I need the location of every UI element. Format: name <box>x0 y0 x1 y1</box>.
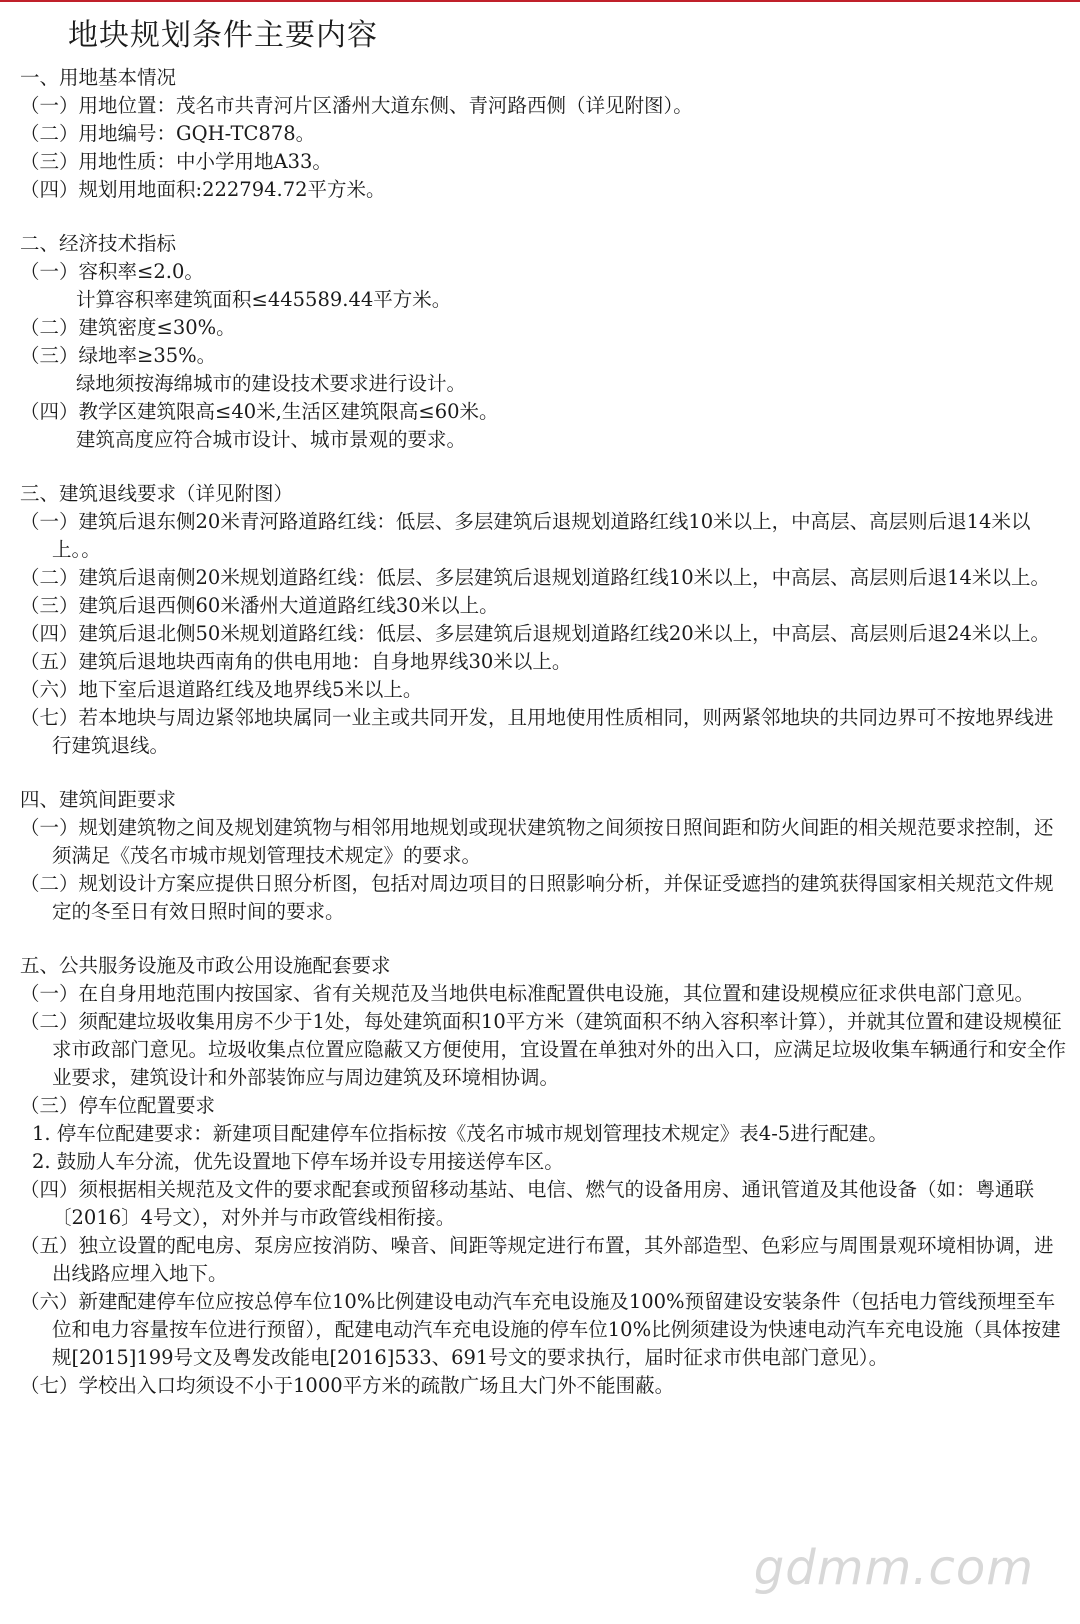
top-accent-line <box>0 0 1080 2</box>
clause-item: （三）停车位配置要求 <box>20 1094 216 1117</box>
clause-item: （一）在自身用地范围内按国家、省有关规范及当地供电标准配置供电设施，其位置和建设规模应征求供电部门意见。 <box>20 982 1035 1005</box>
section-heading: 五、公共服务设施及市政公用设施配套要求 <box>20 954 391 977</box>
section-3 <box>20 480 1066 760</box>
clause-item: （三）建筑后退西侧60米潘州大道道路红线30米以上。 <box>20 594 499 617</box>
clause-item: （二）建筑后退南侧20米规划道路红线：低层、多层建筑后退规划道路红线10米以上，中高层、高层则后退14米以上。 <box>20 566 1050 589</box>
section-1 <box>20 64 1066 204</box>
clause-item: （一）规划建筑物之间及规划建筑物与相邻用地规划或现状建筑物之间须按日照间距和防火间距的相关规范要求控制，还须满足《茂名市城市规划管理技术规定》的要求。 <box>20 816 1054 867</box>
sections-container <box>20 64 1066 1400</box>
section-heading: 四、建筑间距要求 <box>20 788 177 811</box>
clause-item: （四）教学区建筑限高≤40米,生活区建筑限高≤60米。 <box>20 400 499 423</box>
watermark-logo: gdmm.com <box>753 1540 1034 1596</box>
clause-note: 绿地须按海绵城市的建设技术要求进行设计。 <box>76 372 467 395</box>
clause-item: （六）新建配建停车位应按总停车位10%比例建设电动汽车充电设施及100%预留建设安装条件（包括电力管线预埋至车位和电力容量按车位进行预留），配建电动汽车充电设施的停车位10%比例须建设为快速电动汽车充电设施（具体按建规[2015]199号文及粤发改能电[2016]533、691号文的要求执行，届时征求市供电部门意见）。 <box>20 1290 1061 1369</box>
clause-subitem: 1. 停车位配建要求：新建项目配建停车位指标按《茂名市城市规划管理技术规定》表4-5进行配建。 <box>32 1122 888 1145</box>
clause-item: （三）绿地率≥35%。 <box>20 344 217 367</box>
clause-item: （五）建筑后退地块西南角的供电用地：自身地界线30米以上。 <box>20 650 572 673</box>
document-body <box>20 14 1066 1426</box>
clause-item: （四）规划用地面积:222794.72平方米。 <box>20 178 386 201</box>
section-heading: 三、建筑退线要求（详见附图） <box>20 482 294 505</box>
clause-item: （四）须根据相关规范及文件的要求配套或预留移动基站、电信、燃气的设备用房、通讯管道及其他设备（如：粤通联〔2016〕4号文），对外并与市政管线相衔接。 <box>20 1178 1035 1229</box>
clause-item: （三）用地性质：中小学用地A33。 <box>20 150 332 173</box>
clause-item: （五）独立设置的配电房、泵房应按消防、噪音、间距等规定进行布置，其外部造型、色彩应与周围景观环境相协调，进出线路应埋入地下。 <box>20 1234 1054 1285</box>
section-5 <box>20 952 1066 1400</box>
clause-item: （七）学校出入口均须设不小于1000平方米的疏散广场且大门外不能围蔽。 <box>20 1374 675 1397</box>
clause-item: （一）用地位置：茂名市共青河片区潘州大道东侧、青河路西侧（详见附图）。 <box>20 94 693 117</box>
clause-item: （二）建筑密度≤30%。 <box>20 316 236 339</box>
clause-note: 建筑高度应符合城市设计、城市景观的要求。 <box>76 428 467 451</box>
clause-item: （二）用地编号：GQH-TC878。 <box>20 122 316 145</box>
section-2 <box>20 230 1066 454</box>
clause-item: （六）地下室后退道路红线及地界线5米以上。 <box>20 678 423 701</box>
clause-item: （一）建筑后退东侧20米青河路道路红线：低层、多层建筑后退规划道路红线10米以上，中高层、高层则后退14米以上。。 <box>20 510 1031 561</box>
clause-item: （二）须配建垃圾收集用房不少于1处，每处建筑面积10平方米（建筑面积不纳入容积率计算），并就其位置和建设规模征求市政部门意见。垃圾收集点位置应隐蔽又方便使用，宜设置在单独对外的出入口，应满足垃圾收集车辆通行和安全作业要求，建筑设计和外部装饰应与周边建筑及环境相协调。 <box>20 1010 1067 1089</box>
section-4 <box>20 786 1066 926</box>
clause-subitem: 2. 鼓励人车分流，优先设置地下停车场并设专用接送停车区。 <box>32 1150 564 1173</box>
clause-note: 计算容积率建筑面积≤445589.44平方米。 <box>76 288 452 311</box>
section-heading: 二、经济技术指标 <box>20 232 177 255</box>
clause-item: （二）规划设计方案应提供日照分析图，包括对周边项目的日照影响分析，并保证受遮挡的建筑获得国家相关规范文件规定的冬至日有效日照时间的要求。 <box>20 872 1054 923</box>
page-title: 地块规划条件主要内容 <box>68 18 378 53</box>
clause-item: （七）若本地块与周边紧邻地块属同一业主或共同开发，且用地使用性质相同，则两紧邻地块的共同边界可不按地界线进行建筑退线。 <box>20 706 1054 757</box>
clause-item: （四）建筑后退北侧50米规划道路红线：低层、多层建筑后退规划道路红线20米以上，中高层、高层则后退24米以上。 <box>20 622 1050 645</box>
clause-item: （一）容积率≤2.0。 <box>20 260 204 283</box>
section-heading: 一、用地基本情况 <box>20 66 177 89</box>
